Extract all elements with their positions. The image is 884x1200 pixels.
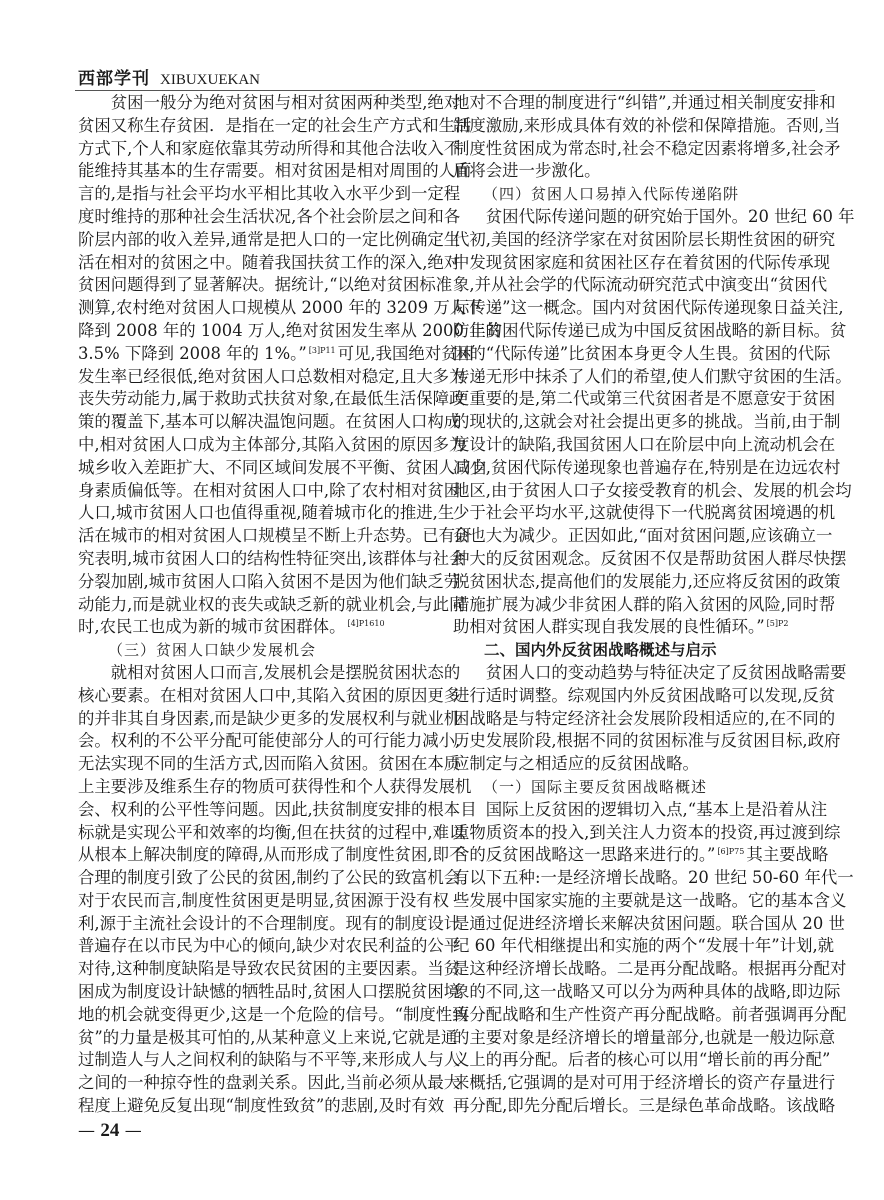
text-line: 制度性贫困成为常态时,社会不稳定因素将增多,社会矛 <box>453 138 841 158</box>
text-line: 是通过促进经济增长来解决贫困问题。联合国从 20 世 <box>453 913 845 933</box>
journal-title-en: XIBUXUEKAN <box>160 72 260 88</box>
text-line: 地区,由于贫困人口子女接受教育的机会、发展的机会均 <box>453 480 852 500</box>
text-line: 阶层内部的收入差异,通常是把人口的一定比例确定生 <box>78 229 461 249</box>
text-line: 重物质资本的投入,到关注人力资本的投资,再过渡到综 <box>453 822 841 842</box>
text-line: 的并非其自身因素,而是缺少更多的发展权利与就业机 <box>78 708 461 728</box>
text-line: 国际上反贫困的逻辑切入点,“基本上是沿着从注 <box>485 799 828 819</box>
text-line: 会。权利的不公平分配可能使部分人的可行能力减小, <box>78 731 461 751</box>
paragraph <box>453 92 841 183</box>
text-line: 度时维持的那种社会生活状况,各个社会阶层之间和各 <box>78 206 461 226</box>
text-line: 象,并从社会学的代际流动研究范式中演变出“贫困代 <box>453 275 828 295</box>
text-line: 度设计的缺陷,我国贫困人口在阶层中向上流动机会在 <box>453 434 836 454</box>
section-heading: （四）贫困人口易掉入代际传递陷阱 <box>483 185 740 204</box>
text-line: 是这种经济增长战略。二是再分配战略。根据再分配对 <box>453 959 847 979</box>
section-heading: （三）贫困人口缺少发展机会 <box>108 641 317 660</box>
text-line: 城乡收入差距扩大、不同区域间发展不平衡、贫困人口自 <box>78 457 488 477</box>
text-line: 代初,美国的经济学家在对贫困阶层长期性贫困的研究 <box>453 229 836 249</box>
text-fragment: 其主要战略 <box>746 845 829 865</box>
text-line: 有以下五种:一是经济增长战略。20 世纪 50-60 年代一 <box>453 868 854 888</box>
text-line: 降到 2008 年的 1004 万人,绝对贫困发生率从 2000 年的 <box>78 320 502 340</box>
text-line: 上主要涉及维系生存的物质可获得性和个人获得发展机 <box>78 776 472 796</box>
text-line: 应制定与之相适应的反贫困战略。 <box>453 754 699 774</box>
text-line: 丧失劳动能力,属于救助式扶贫对象,在最低生活保障政 <box>78 389 466 409</box>
text-line: 会、权利的公平性等问题。因此,扶贫制度安排的根本目 <box>78 799 477 819</box>
text-line: 制度激励,来形成具体有效的补偿和保障措施。否则,当 <box>453 115 841 135</box>
text-line: 对待,这种制度缺陷是导致农民贫困的主要因素。当贫 <box>78 959 461 979</box>
text-line: 贫困一般分为绝对贫困与相对贫困两种类型,绝对 <box>110 93 461 112</box>
text-line: 就相对贫困人口而言,发展机会是摆脱贫困状态的 <box>110 662 461 682</box>
text-line: 人口,城市贫困人口也值得重视,随着城市化的推进,生 <box>78 503 455 523</box>
text-fragment: 合的反贫困战略这一思路来进行的。” <box>453 845 716 865</box>
text-line: 能维持其基本的生存需要。相对贫困是相对周围的人而 <box>78 161 472 181</box>
text-line: 减少,贫困代际传递现象也普遍存在,特别是在边远农村 <box>453 457 841 477</box>
text-line: 些发展中国家实施的主要就是这一战略。它的基本含义 <box>453 890 847 910</box>
header-rule <box>75 90 815 91</box>
text-line: 历史发展阶段,根据不同的贫困标准与反贫困目标,政府 <box>453 731 841 751</box>
text-line: 发生率已经很低,绝对贫困人口总数相对稳定,且大多为 <box>78 366 466 386</box>
text-line: 贫”的力量是极其可怕的,从某种意义上来说,它就是通 <box>78 1027 458 1047</box>
text-line: 来概括,它强调的是对可用于经济增长的资产存量进行 <box>453 1073 836 1093</box>
text-line: 之间的一种掠夺性的盘剥关系。因此,当前必须从最大 <box>78 1073 461 1093</box>
section-heading: 二、国内外反贫困战略概述与启示 <box>484 641 717 660</box>
text-line: 的主要对象是经济增长的增量部分,也就是一般边际意 <box>453 1027 836 1047</box>
text-line: 言的,是指与社会平均水平相比其收入水平少到一定程 <box>78 184 461 204</box>
text-line: 再分配,即先分配后增长。三是绿色革命战略。该战略 <box>453 1096 836 1116</box>
text-line: 象的不同,这一战略又可以分为两种具体的战略,即边际 <box>453 982 841 1002</box>
paragraph <box>78 92 502 639</box>
text-line: 程度上避免反复出现“制度性致贫”的悲剧,及时有效 <box>78 1096 445 1116</box>
text-line: 中,相对贫困人口成为主体部分,其陷入贫困的原因多为 <box>78 434 466 454</box>
text-line: 再分配战略和生产性资产再分配战略。前者强调再分配 <box>453 1004 847 1024</box>
text-line: 困成为制度设计缺憾的牺牲品时,贫困人口摆脱贫困境 <box>78 982 461 1002</box>
text-line: 地对不合理的制度进行“纠错”,并通过相关制度安排和 <box>453 93 836 112</box>
text-line: 策的覆盖下,基本可以解决温饱问题。在贫困人口构成 <box>78 412 461 432</box>
text-line: 困战略是与特定经济社会发展阶段相适应的,在不同的 <box>453 708 836 728</box>
text-line <box>453 844 829 867</box>
text-line: 合理的制度引致了公民的贫困,制约了公民的致富机会。 <box>78 868 477 888</box>
text-fragment: 3.5% 下降到 2008 年的 1%。” <box>78 343 307 363</box>
paragraph <box>453 206 855 639</box>
text-line: 防止贫困代际传递已成为中国反贫困战略的新目标。贫 <box>453 320 847 340</box>
section-heading: （一）国际主要反贫困战略概述 <box>483 777 708 796</box>
running-header <box>78 64 260 89</box>
text-line: 测算,农村绝对贫困人口规模从 2000 年的 3209 万人下 <box>78 298 483 318</box>
text-line: 措施扩展为减少非贫困人群的陷入贫困的风险,同时帮 <box>453 594 836 614</box>
text-line: 脱贫困状态,提高他们的发展能力,还应将反贫困的政策 <box>453 571 841 591</box>
text-line: 动能力,而是就业权的丧失或缺乏新的就业机会,与此同 <box>78 594 466 614</box>
paragraph <box>453 662 847 776</box>
text-fragment: 时,农民工也成为新的城市贫困群体。 <box>78 617 346 637</box>
text-line: 对于农民而言,制度性贫困更是明显,贫困源于没有权 <box>78 890 450 910</box>
right-column <box>453 92 855 1118</box>
text-line: 贫困问题得到了显著解决。据统计,“以绝对贫困标准 <box>78 275 453 295</box>
text-line: 方式下,个人和家庭依靠其劳动所得和其他合法收入不 <box>78 138 461 158</box>
text-line: 困的“代际传递”比贫困本身更令人生畏。贫困的代际 <box>453 343 831 363</box>
text-line: 义上的再分配。后者的核心可以用“增长前的再分配” <box>453 1050 831 1070</box>
text-line <box>78 343 474 366</box>
text-line: 贫困又称生存贫困．是指在一定的社会生产方式和生活 <box>78 115 472 135</box>
text-line: 的现状的,这就会对社会提出更多的挑战。当前,由于制 <box>453 412 841 432</box>
text-fragment: 助相对贫困人群实现自我发展的良性循环。” <box>453 617 765 637</box>
citation-ref: [5]P2 <box>766 619 789 629</box>
citation-ref: [3]P11 <box>308 345 336 355</box>
text-line: 无法实现不同的生活方式,因而陷入贫困。贫困在本质 <box>78 754 461 774</box>
text-line: 身素质偏低等。在相对贫困人口中,除了农村相对贫困 <box>78 480 461 500</box>
text-line: 会也大为减少。正因如此,“面对贫困问题,应该确立一 <box>453 526 833 546</box>
text-line: 际传递”这一概念。国内对贫困代际传递现象日益关注, <box>453 298 844 318</box>
text-line: 贫困代际传递问题的研究始于国外。20 世纪 60 年 <box>485 206 855 226</box>
text-line: 标就是实现公平和效率的均衡,但在扶贫的过程中,难以 <box>78 822 466 842</box>
text-line: 盾将会进一步激化。 <box>453 161 601 181</box>
text-line: 进行适时调整。综观国内外反贫困战略可以发现,反贫 <box>453 685 836 705</box>
text-line: 纪 60 年代相继提出和实施的两个“发展十年”计划,就 <box>453 936 835 956</box>
page-footer: — 24 — <box>78 1120 142 1141</box>
text-line: 核心要素。在相对贫困人口中,其陷入贫困的原因更多 <box>78 685 461 705</box>
text-line: 更重要的是,第二代或第三代贫困者是不愿意安于贫困 <box>453 389 836 409</box>
text-line: 普遍存在以市民为中心的倾向,缺少对农民利益的公平 <box>78 936 461 956</box>
citation-ref: [6]P75 <box>717 847 745 857</box>
text-line: 少于社会平均水平,这就使得下一代脱离贫困境遇的机 <box>453 503 836 523</box>
text-line: 活在城市的相对贫困人口规模呈不断上升态势。已有研 <box>78 526 472 546</box>
text-line: 传递无形中抹杀了人们的希望,使人们默守贫困的生活。 <box>453 366 852 386</box>
text-line: 究表明,城市贫困人口的结构性特征突出,该群体与社会 <box>78 548 466 568</box>
text-line: 过制造人与人之间权利的缺陷与不平等,来形成人与人 <box>78 1050 461 1070</box>
text-line: 从根本上解决制度的障碍,从而形成了制度性贫困,即不 <box>78 845 466 865</box>
text-line: 活在相对的贫困之中。随着我国扶贫工作的深入,绝对 <box>78 252 461 272</box>
text-line: 中发现贫困家庭和贫困社区存在着贫困的代际传承现 <box>453 252 830 272</box>
citation-ref: [4]P1610 <box>347 619 385 629</box>
text-line: 利,源于主流社会设计的不合理制度。现有的制度设计 <box>78 913 461 933</box>
page-number: 24 <box>100 1120 120 1141</box>
text-line: 种大的反贫困观念。反贫困不仅是帮助贫困人群尽快摆 <box>453 548 847 568</box>
paragraph <box>453 799 854 1118</box>
text-line: 分裂加剧,城市贫困人口陷入贫困不是因为他们缺乏劳 <box>78 571 461 591</box>
journal-title-cn: 西部学刊 <box>78 69 150 89</box>
text-line <box>453 616 815 639</box>
paragraph <box>78 662 477 1118</box>
text-line <box>78 616 440 639</box>
left-column <box>78 92 502 1118</box>
text-line: 地的机会就变得更少,这是一个危险的信号。“制度性致 <box>78 1004 469 1024</box>
text-line: 贫困人口的变动趋势与特征决定了反贫困战略需要 <box>485 662 847 682</box>
text-fragment: 可见,我国绝对贫困 <box>337 343 474 363</box>
